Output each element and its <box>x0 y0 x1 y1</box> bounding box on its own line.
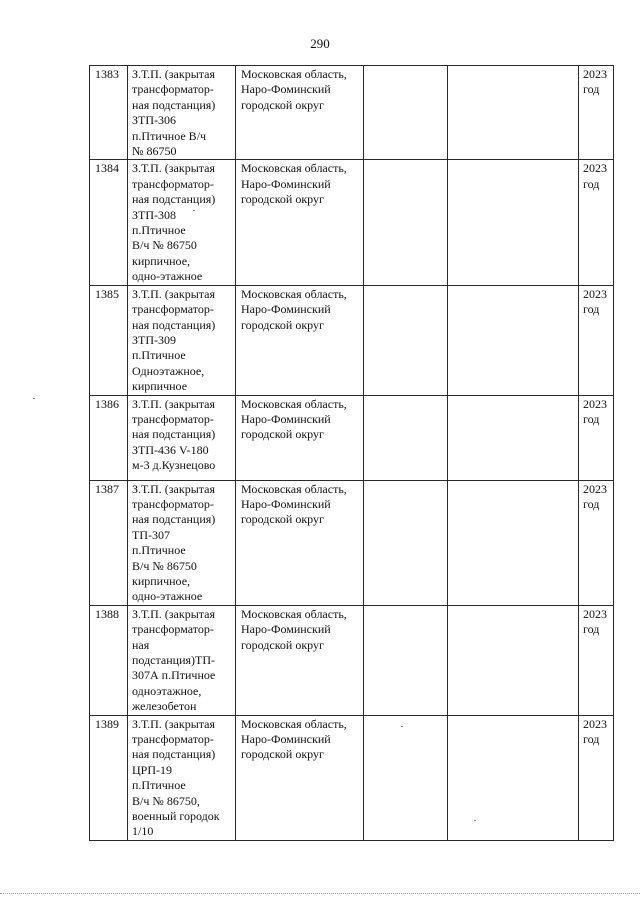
object-description-line: ная подстанция) <box>132 317 216 332</box>
location-cell <box>236 66 364 160</box>
row-number: 1383 <box>95 67 119 81</box>
object-description-line: № 86750 <box>132 144 177 159</box>
year-cell <box>579 605 614 715</box>
location-line: Наро-Фоминский <box>241 176 331 191</box>
empty-cell <box>448 395 579 480</box>
row-number-cell <box>90 160 128 285</box>
empty-cell <box>364 605 448 715</box>
object-description-cell <box>128 160 236 285</box>
row-number-cell <box>90 715 128 840</box>
empty-cell <box>448 160 579 285</box>
year-line: 2023 <box>583 396 607 411</box>
empty-cell <box>364 160 448 285</box>
location-line: Московская область, <box>241 286 347 301</box>
location-line: Московская область, <box>241 716 347 731</box>
row-number-cell <box>90 395 128 480</box>
year-line: год <box>583 732 600 747</box>
location-cell <box>236 480 364 605</box>
year-line: 2023 <box>583 606 607 621</box>
year-cell <box>579 66 614 160</box>
object-description-line: железобетон <box>132 699 197 714</box>
object-description-line: ная подстанция) <box>132 192 216 207</box>
object-description-cell <box>128 395 236 480</box>
object-description-line: кирпичное, <box>132 573 191 588</box>
row-number: 1389 <box>95 716 119 731</box>
object-description-line: З.Т.П. (закрытая <box>132 286 215 301</box>
year-cell <box>579 395 614 480</box>
empty-cell <box>448 66 579 160</box>
year-cell <box>579 480 614 605</box>
object-description-line: З.Т.П. (закрытая <box>132 481 215 496</box>
object-description-line: В/ч № 86750, <box>132 793 200 808</box>
table-row <box>90 715 614 840</box>
location-line: Наро-Фоминский <box>241 411 331 426</box>
year-line: 2023 <box>583 286 607 301</box>
object-description-line: ная подстанция) <box>132 427 216 442</box>
empty-cell <box>448 480 579 605</box>
empty-cell <box>364 395 448 480</box>
object-description-line: ЗТП-309 <box>132 332 177 347</box>
table-row <box>90 605 614 715</box>
empty-cell <box>448 285 579 395</box>
object-description-line: З.Т.П. (закрытая <box>132 161 215 176</box>
location-line: Московская область, <box>241 606 347 621</box>
object-description-line: трансформатор- <box>132 176 214 191</box>
object-description-line: ная <box>132 637 150 652</box>
row-number: 1384 <box>95 161 119 176</box>
object-description-line: ная подстанция) <box>132 747 216 762</box>
year-line: год <box>583 622 600 637</box>
scan-speck <box>401 726 403 727</box>
year-line: 2023 <box>583 716 607 731</box>
location-line: городской округ <box>241 747 324 762</box>
object-description-line: п.Птичное <box>132 778 186 793</box>
year-cell <box>579 160 614 285</box>
object-description-line: одноэтажное, <box>132 683 202 698</box>
object-description-cell <box>128 480 236 605</box>
table-row <box>90 395 614 480</box>
location-line: городской округ <box>241 427 324 442</box>
object-description-line: трансформатор- <box>132 302 214 317</box>
empty-cell <box>448 715 579 840</box>
object-description-line: подстанция)ТП- <box>132 653 215 667</box>
row-number-cell <box>90 605 128 715</box>
location-line: Московская область, <box>241 396 347 411</box>
object-description-line: З.Т.П. (закрытая <box>132 606 215 621</box>
object-description-line: ЗТП-436 V-180 <box>132 442 209 457</box>
object-description-line: трансформатор- <box>132 622 214 637</box>
object-description-line: В/ч № 86750 <box>132 558 197 573</box>
object-description-line: З.Т.П. (закрытая <box>132 396 215 411</box>
scan-speck <box>33 398 35 399</box>
object-description-line: п.Птичное В/ч <box>132 128 207 143</box>
registry-table-body <box>90 66 614 841</box>
location-line: городской округ <box>241 512 324 527</box>
empty-cell <box>364 285 448 395</box>
object-description-cell <box>128 285 236 395</box>
empty-cell <box>364 715 448 840</box>
year-line: год <box>583 302 600 317</box>
object-description-cell <box>128 715 236 840</box>
object-description-cell <box>128 66 236 160</box>
location-cell <box>236 605 364 715</box>
row-number: 1386 <box>95 396 119 411</box>
table-row <box>90 66 614 160</box>
object-description-line: кирпичное <box>132 379 188 394</box>
object-description-line: З.Т.П. (закрытая <box>132 716 215 731</box>
object-description-line: Одноэтажное, <box>132 363 205 378</box>
location-line: Московская область, <box>241 67 347 81</box>
year-line: 2023 <box>583 161 607 176</box>
empty-cell <box>364 66 448 160</box>
object-description-line: трансформатор- <box>132 496 214 511</box>
row-number: 1387 <box>95 481 119 496</box>
location-line: Московская область, <box>241 161 347 176</box>
object-description-line: п.Птичное <box>132 348 186 363</box>
year-cell <box>579 285 614 395</box>
location-cell <box>236 285 364 395</box>
row-number: 1385 <box>95 286 119 301</box>
year-cell <box>579 715 614 840</box>
table-row <box>90 480 614 605</box>
object-description-line: В/ч № 86750 <box>132 238 197 253</box>
object-description-line: ная подстанция) <box>132 512 216 527</box>
location-line: Наро-Фоминский <box>241 732 331 747</box>
location-line: городской округ <box>241 317 324 332</box>
object-description-line: трансформатор- <box>132 82 214 97</box>
location-line: Наро-Фоминский <box>241 82 331 97</box>
year-line: 2023 <box>583 67 607 81</box>
empty-cell <box>364 480 448 605</box>
location-line: городской округ <box>241 637 324 652</box>
location-line: городской округ <box>241 97 324 112</box>
location-line: Наро-Фоминский <box>241 622 331 637</box>
year-line: год <box>583 496 600 511</box>
object-description-line: одно-этажное <box>132 589 203 604</box>
object-description-line: ЗТП-306 <box>132 113 177 128</box>
registry-table <box>89 65 614 841</box>
object-description-line: 1/10 <box>132 824 154 839</box>
object-description-cell <box>128 605 236 715</box>
year-line: 2023 <box>583 481 607 496</box>
scan-edge-line <box>0 893 640 894</box>
location-line: Наро-Фоминский <box>241 302 331 317</box>
location-line: Наро-Фоминский <box>241 496 331 511</box>
object-description-line: кирпичное, <box>132 253 191 268</box>
location-cell <box>236 715 364 840</box>
object-description-line: п.Птичное <box>132 223 186 238</box>
object-description-line: 307А п.Птичное <box>132 668 216 683</box>
location-cell <box>236 395 364 480</box>
location-line: Московская область, <box>241 481 347 496</box>
year-line: год <box>583 176 600 191</box>
table-row <box>90 160 614 285</box>
scan-speck <box>193 210 195 211</box>
year-line: год <box>583 411 600 426</box>
page-number: 290 <box>310 36 330 51</box>
object-description-line: м-3 д.Кузнецово <box>132 458 216 473</box>
object-description-line: ТП-307 <box>132 527 170 542</box>
scan-speck <box>474 820 476 821</box>
location-line: городской округ <box>241 192 324 207</box>
row-number-cell <box>90 480 128 605</box>
row-number: 1388 <box>95 606 119 621</box>
location-cell <box>236 160 364 285</box>
row-number-cell <box>90 66 128 160</box>
table-row <box>90 285 614 395</box>
object-description-line: З.Т.П. (закрытая <box>132 67 215 81</box>
object-description-line: п.Птичное <box>132 543 186 558</box>
object-description-line: трансформатор- <box>132 732 214 747</box>
year-line: год <box>583 82 600 97</box>
empty-cell <box>448 605 579 715</box>
row-number-cell <box>90 285 128 395</box>
object-description-line: ная подстанция) <box>132 97 216 112</box>
object-description-line: военный городок <box>132 809 220 824</box>
object-description-line: одно-этажное <box>132 269 203 284</box>
object-description-line: ЦРП-19 <box>132 762 173 777</box>
object-description-line: ЗТП-308 <box>132 207 177 222</box>
object-description-line: трансформатор- <box>132 411 214 426</box>
